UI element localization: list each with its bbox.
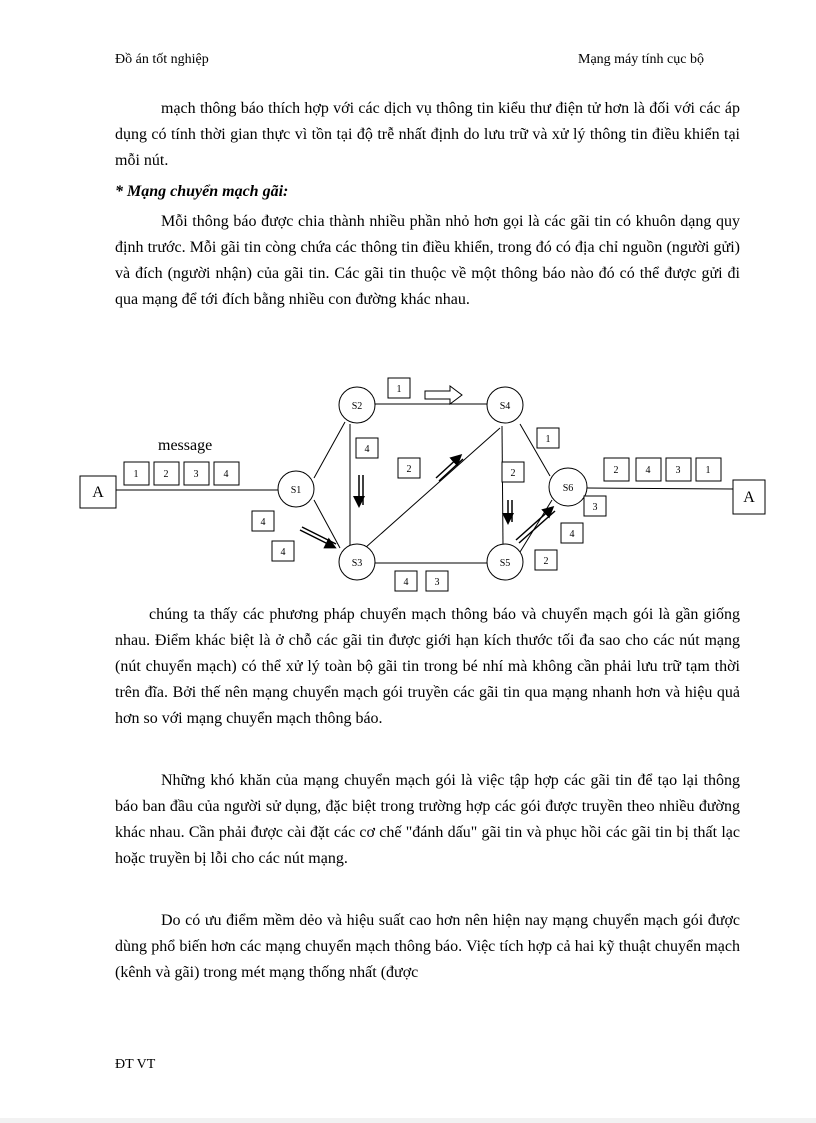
packet-s5-s6-a-label: 4	[569, 529, 575, 540]
dest-packet-4-label: 1	[705, 465, 711, 476]
packet-s2-s3-label: 4	[364, 444, 370, 455]
node-s1-label: S1	[290, 485, 302, 496]
node-s5-label: S5	[499, 558, 511, 569]
paragraph-3: chúng ta thấy các phương pháp chuyển mạch thông báo và chuyển mạch gói là gần giống nhau. Điểm khác biệt là ở chỗ các gãi tin được giới hạn kích thước tối đa sao cho các nút mạng (nút chuyển mạch) có thể xử lý toàn bộ gãi tin trong bé nhí mà không cần phải lưu trữ tạm thời trên đĩa. Bởi thế nên mạng chuyển mạch gói truyền các gãi tin qua mạng nhanh hơn và hiệu quả hơn so với mạng chuyển mạch thông báo.	[115, 606, 740, 727]
packet-s1-s3-a-label: 4	[260, 517, 266, 528]
packet-s3-s5-b-label: 3	[434, 577, 440, 588]
message-packet-1-label: 1	[133, 469, 139, 480]
link-s1-s2	[314, 422, 345, 478]
footer-text: ĐT VT	[115, 1057, 156, 1072]
message-packet-4-label: 4	[223, 469, 229, 480]
host-a-right-label: A	[743, 489, 755, 506]
header-right: Mạng máy tính cục bộ	[578, 52, 704, 67]
paragraph-1: mạch thông báo thích hợp với các dịch vụ thông tin kiểu thư điện tử hơn là đối với các áp dụng có tính thời gian thực vì tồn tại độ trễ nhất định do lưu trữ và xử lý thông tin điều khiển tại mỗi nút.	[115, 100, 740, 169]
arrow-down-s1-s3	[300, 530, 334, 547]
node-s2-label: S2	[351, 401, 363, 412]
link-s3-s4	[365, 428, 500, 548]
link-s5-s6	[520, 500, 552, 552]
packet-s3-s4-label: 2	[406, 464, 412, 475]
message-packet-2-label: 2	[163, 469, 169, 480]
header-left: Đồ án tốt nghiệp	[115, 52, 209, 67]
section-heading: * Mạng chuyển mạch gãi:	[115, 183, 289, 200]
packet-s2-s4-label: 1	[396, 384, 402, 395]
node-s6-label: S6	[562, 483, 574, 494]
packet-s4-s6-label: 1	[545, 434, 551, 445]
paragraph-2: Mỗi thông báo được chia thành nhiều phần nhỏ hơn gọi là các gãi tin có khuôn dạng quy định trước. Mỗi gãi tin còng chứa các thông tin điều khiển, trong đó có địa chỉ nguồn (người gửi) và đích (người nhận) của gãi tin. Các gãi tin thuộc về một thông báo nào đó có thể được gửi đi qua mạng để tới đích bằng nhiều con đường khác nhau.	[115, 213, 740, 308]
link-s4-s5	[502, 426, 503, 545]
packet-s5-s6-b-label: 2	[543, 556, 549, 567]
link-s1-s3	[314, 500, 340, 548]
paragraph-5: Do có ưu điểm mềm dẻo và hiệu suất cao hơn nên hiện nay mạng chuyển mạch gói được dùng phổ biến hơn các mạng chuyển mạch thông báo. Việc tích hợp cả hai kỹ thuật chuyển mạch (kênh và gãi) trong mét mạng thống nhất (được	[115, 912, 740, 981]
packet-s6-a-label: 3	[592, 502, 598, 513]
link-s6-a	[587, 488, 733, 489]
packet-s3-s5-a-label: 4	[403, 577, 409, 588]
message-packet-3-label: 3	[193, 469, 199, 480]
arrow-right-outline	[425, 386, 462, 404]
dest-packet-3-label: 3	[675, 465, 681, 476]
dest-packet-1-label: 2	[613, 465, 619, 476]
node-s4-label: S4	[499, 401, 511, 412]
packet-s4-s5-label: 2	[510, 468, 516, 479]
packet-s1-s3-b-label: 4	[280, 547, 286, 558]
node-s3-label: S3	[351, 558, 363, 569]
message-label: message	[158, 437, 213, 454]
page-bottom-band	[0, 1118, 816, 1123]
paragraph-4: Những khó khăn của mạng chuyển mạch gói là việc tập hợp các gãi tin để tạo lại thông báo ban đầu của người sử dụng, đặc biệt trong trường hợp các gói được truyền theo nhiều đường khác nhau. Cần phải được cài đặt các cơ chế "đánh dấu" gãi tin và phục hồi các gãi tin bị thất lạc hoặc truyền bị lỗi cho các nút mạng.	[115, 772, 740, 867]
packet-boxes	[124, 378, 721, 591]
host-a-left-label: A	[92, 484, 104, 501]
arrow-up-s5-s6	[516, 508, 552, 540]
dest-packet-2-label: 4	[645, 465, 651, 476]
